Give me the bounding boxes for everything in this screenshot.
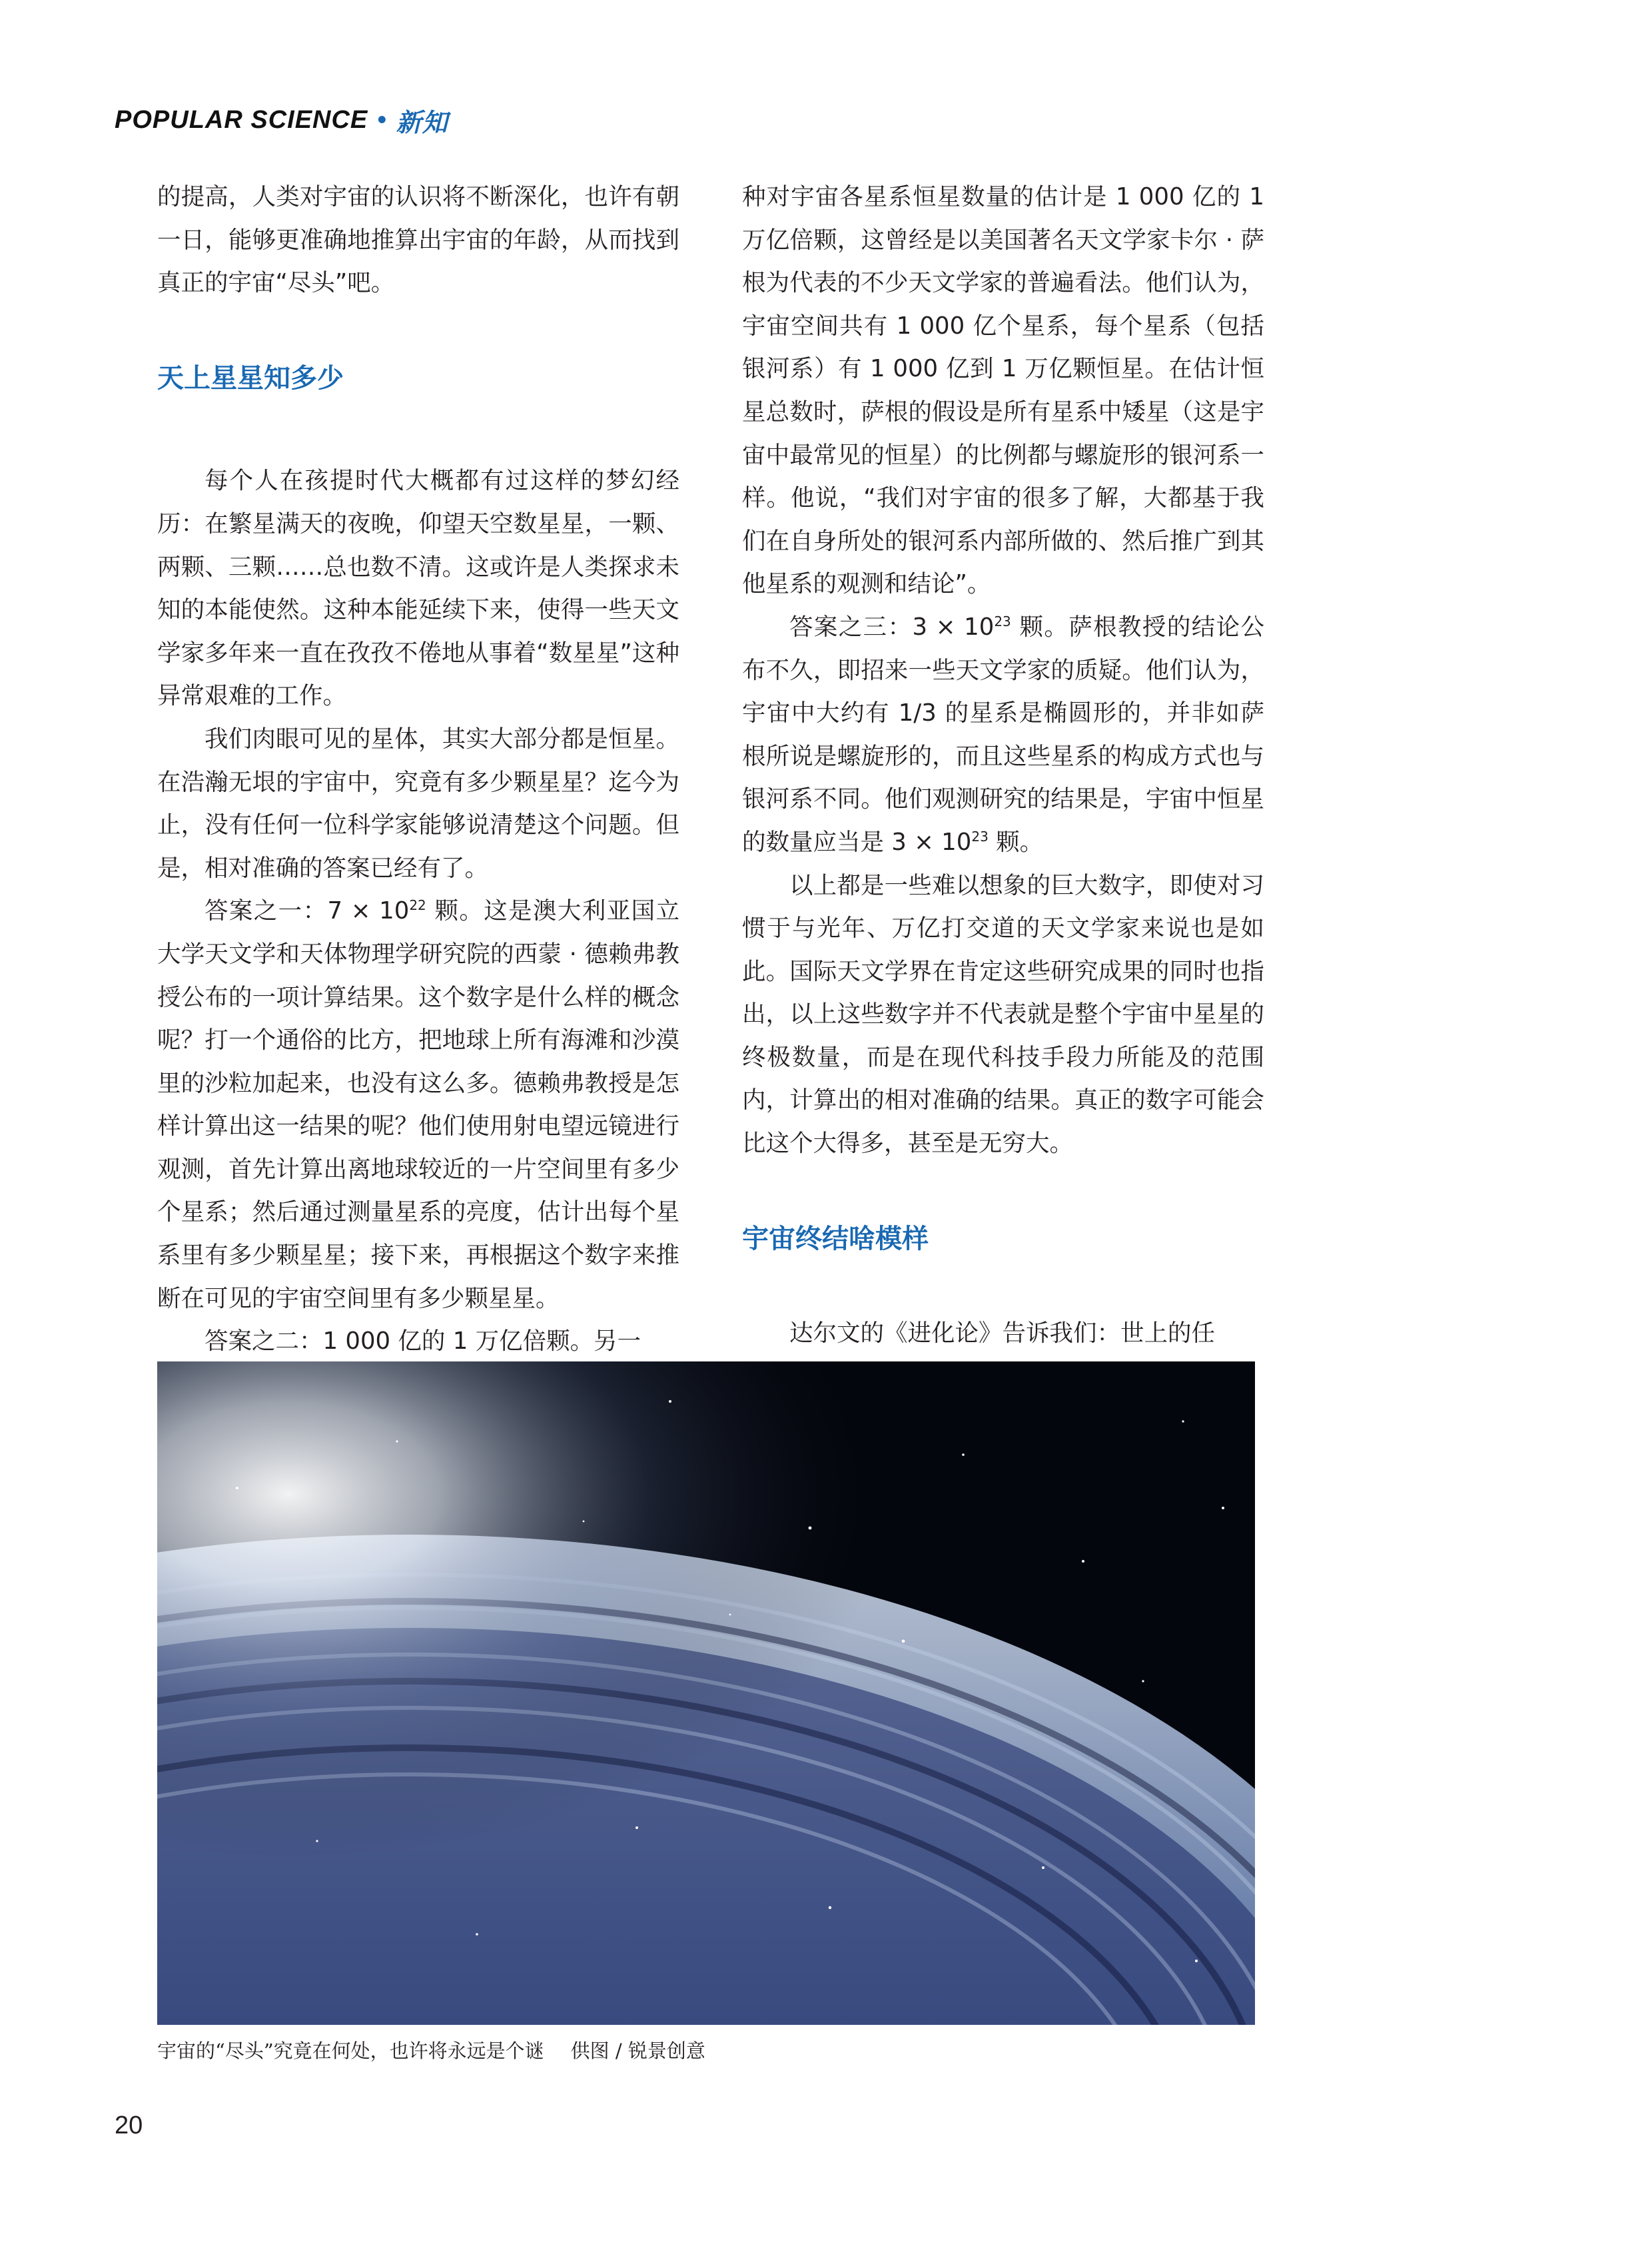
section-name: 新知 (396, 107, 448, 137)
paragraph: 答案之三：$3 \times 10^{23}$ 颗。萨根教授的结论公布不久，即招来一些天文学家的质疑。他们认为，宇宙中大约有 1/3 的星系是椭圆形的，并非如萨根所说是螺旋形的，而且这些星系的构成方式也与银河系不同。他们观测研究的结果是，宇宙中恒星的数量应当是 $3 \times 10^{23}$ 颗。 (742, 613, 1264, 856)
photo-credit: 供图 / 锐景创意 (570, 2040, 705, 2062)
galaxy-photo (157, 1361, 1255, 2025)
paragraph: 种对宇宙各星系恒星数量的估计是 1 000 亿的 1 万亿倍颗，这曾经是以美国著名天文学家卡尔 · 萨根为代表的不少天文学家的普遍看法。他们认为，宇宙空间共有 1 000 亿个星系，每个星系（包括银河系）有 1 000 亿到 1 万亿颗恒星。在估计恒星总数时，萨根的假设是所有星系中矮星（这是宇宙中最常见的恒星）的比例都与螺旋形的银河系一样。他说，“我们对宇宙的很多了解，大都基于我们在自身所处的银河系内部所做的、然后推广到其他星系的观测和结论”。 (742, 183, 1264, 598)
right-column (742, 176, 1264, 1355)
section-heading: 天上星星知多少 (157, 362, 344, 394)
paragraph: 达尔文的《进化论》告诉我们：世上的任 (789, 1319, 1216, 1347)
paragraph: 以上都是一些难以想象的巨大数字，即使对习惯于与光年、万亿打交道的天文学家来说也是如此。国际天文学界在肯定这些研究成果的同时也指出，以上这些数字并不代表就是整个宇宙中星星的终极数量，而是在现代科技手段力所能及的范围内，计算出的相对准确的结果。真正的数字可能会比这个大得多，甚至是无穷大。 (742, 871, 1264, 1158)
exponent: 22 (409, 897, 426, 914)
magazine-brand: POPULAR SCIENCE (115, 105, 368, 134)
exponent: 23 (971, 829, 989, 845)
paragraph: 每个人在孩提时代大概都有过这样的梦幻经历：在繁星满天的夜晚，仰望天空数星星，一颗、两颗、三颗……总也数不清。这或许是人类探求未知的本能使然。这种本能延续下来，使得一些天文学家多年来一直在孜孜不倦地从事着“数星星”这种异常艰难的工作。 (157, 467, 679, 710)
header-separator: • (377, 105, 387, 134)
caption-text: 宇宙的“尽头”究竟在何处，也许将永远是个谜 (157, 2040, 544, 2062)
paragraph: 的提高，人类对宇宙的认识将不断深化，也许有朝一日，能够更准确地推算出宇宙的年龄，从而找到真正的宇宙“尽头”吧。 (157, 183, 679, 297)
section-heading: 宇宙终结啥模样 (742, 1223, 929, 1254)
running-header (115, 100, 448, 140)
exponent: 23 (994, 613, 1011, 630)
paragraph: 答案之二：1 000 亿的 1 万亿倍颗。另一 (205, 1327, 641, 1355)
paragraph: 我们肉眼可见的星体，其实大部分都是恒星。在浩瀚无垠的宇宙中，究竟有多少颗星星？迄今为止，没有任何一位科学家能够说清楚这个问题。但是，相对准确的答案已经有了。 (157, 725, 679, 882)
page-number: 20 (115, 2111, 143, 2139)
left-column (157, 176, 679, 1363)
paragraph: 答案之一：$7 \times 10^{22}$ 颗。这是澳大利亚国立大学天文学和天体物理学研究院的西蒙 · 德赖弗教授公布的一项计算结果。这个数字是什么样的概念呢？打一个通俗的比方，把地球上所有海滩和沙漠里的沙粒加起来，也没有这么多。德赖弗教授是怎样计算出这一结果的呢？他们使用射电望远镜进行观测，首先计算出离地球较近的一片空间里有多少个星系；然后通过测量星系的亮度，估计出每个星系里有多少颗星星；接下来，再根据这个数字来推断在可见的宇宙空间里有多少颗星星。 (157, 897, 679, 1312)
figure-caption (157, 2034, 705, 2067)
